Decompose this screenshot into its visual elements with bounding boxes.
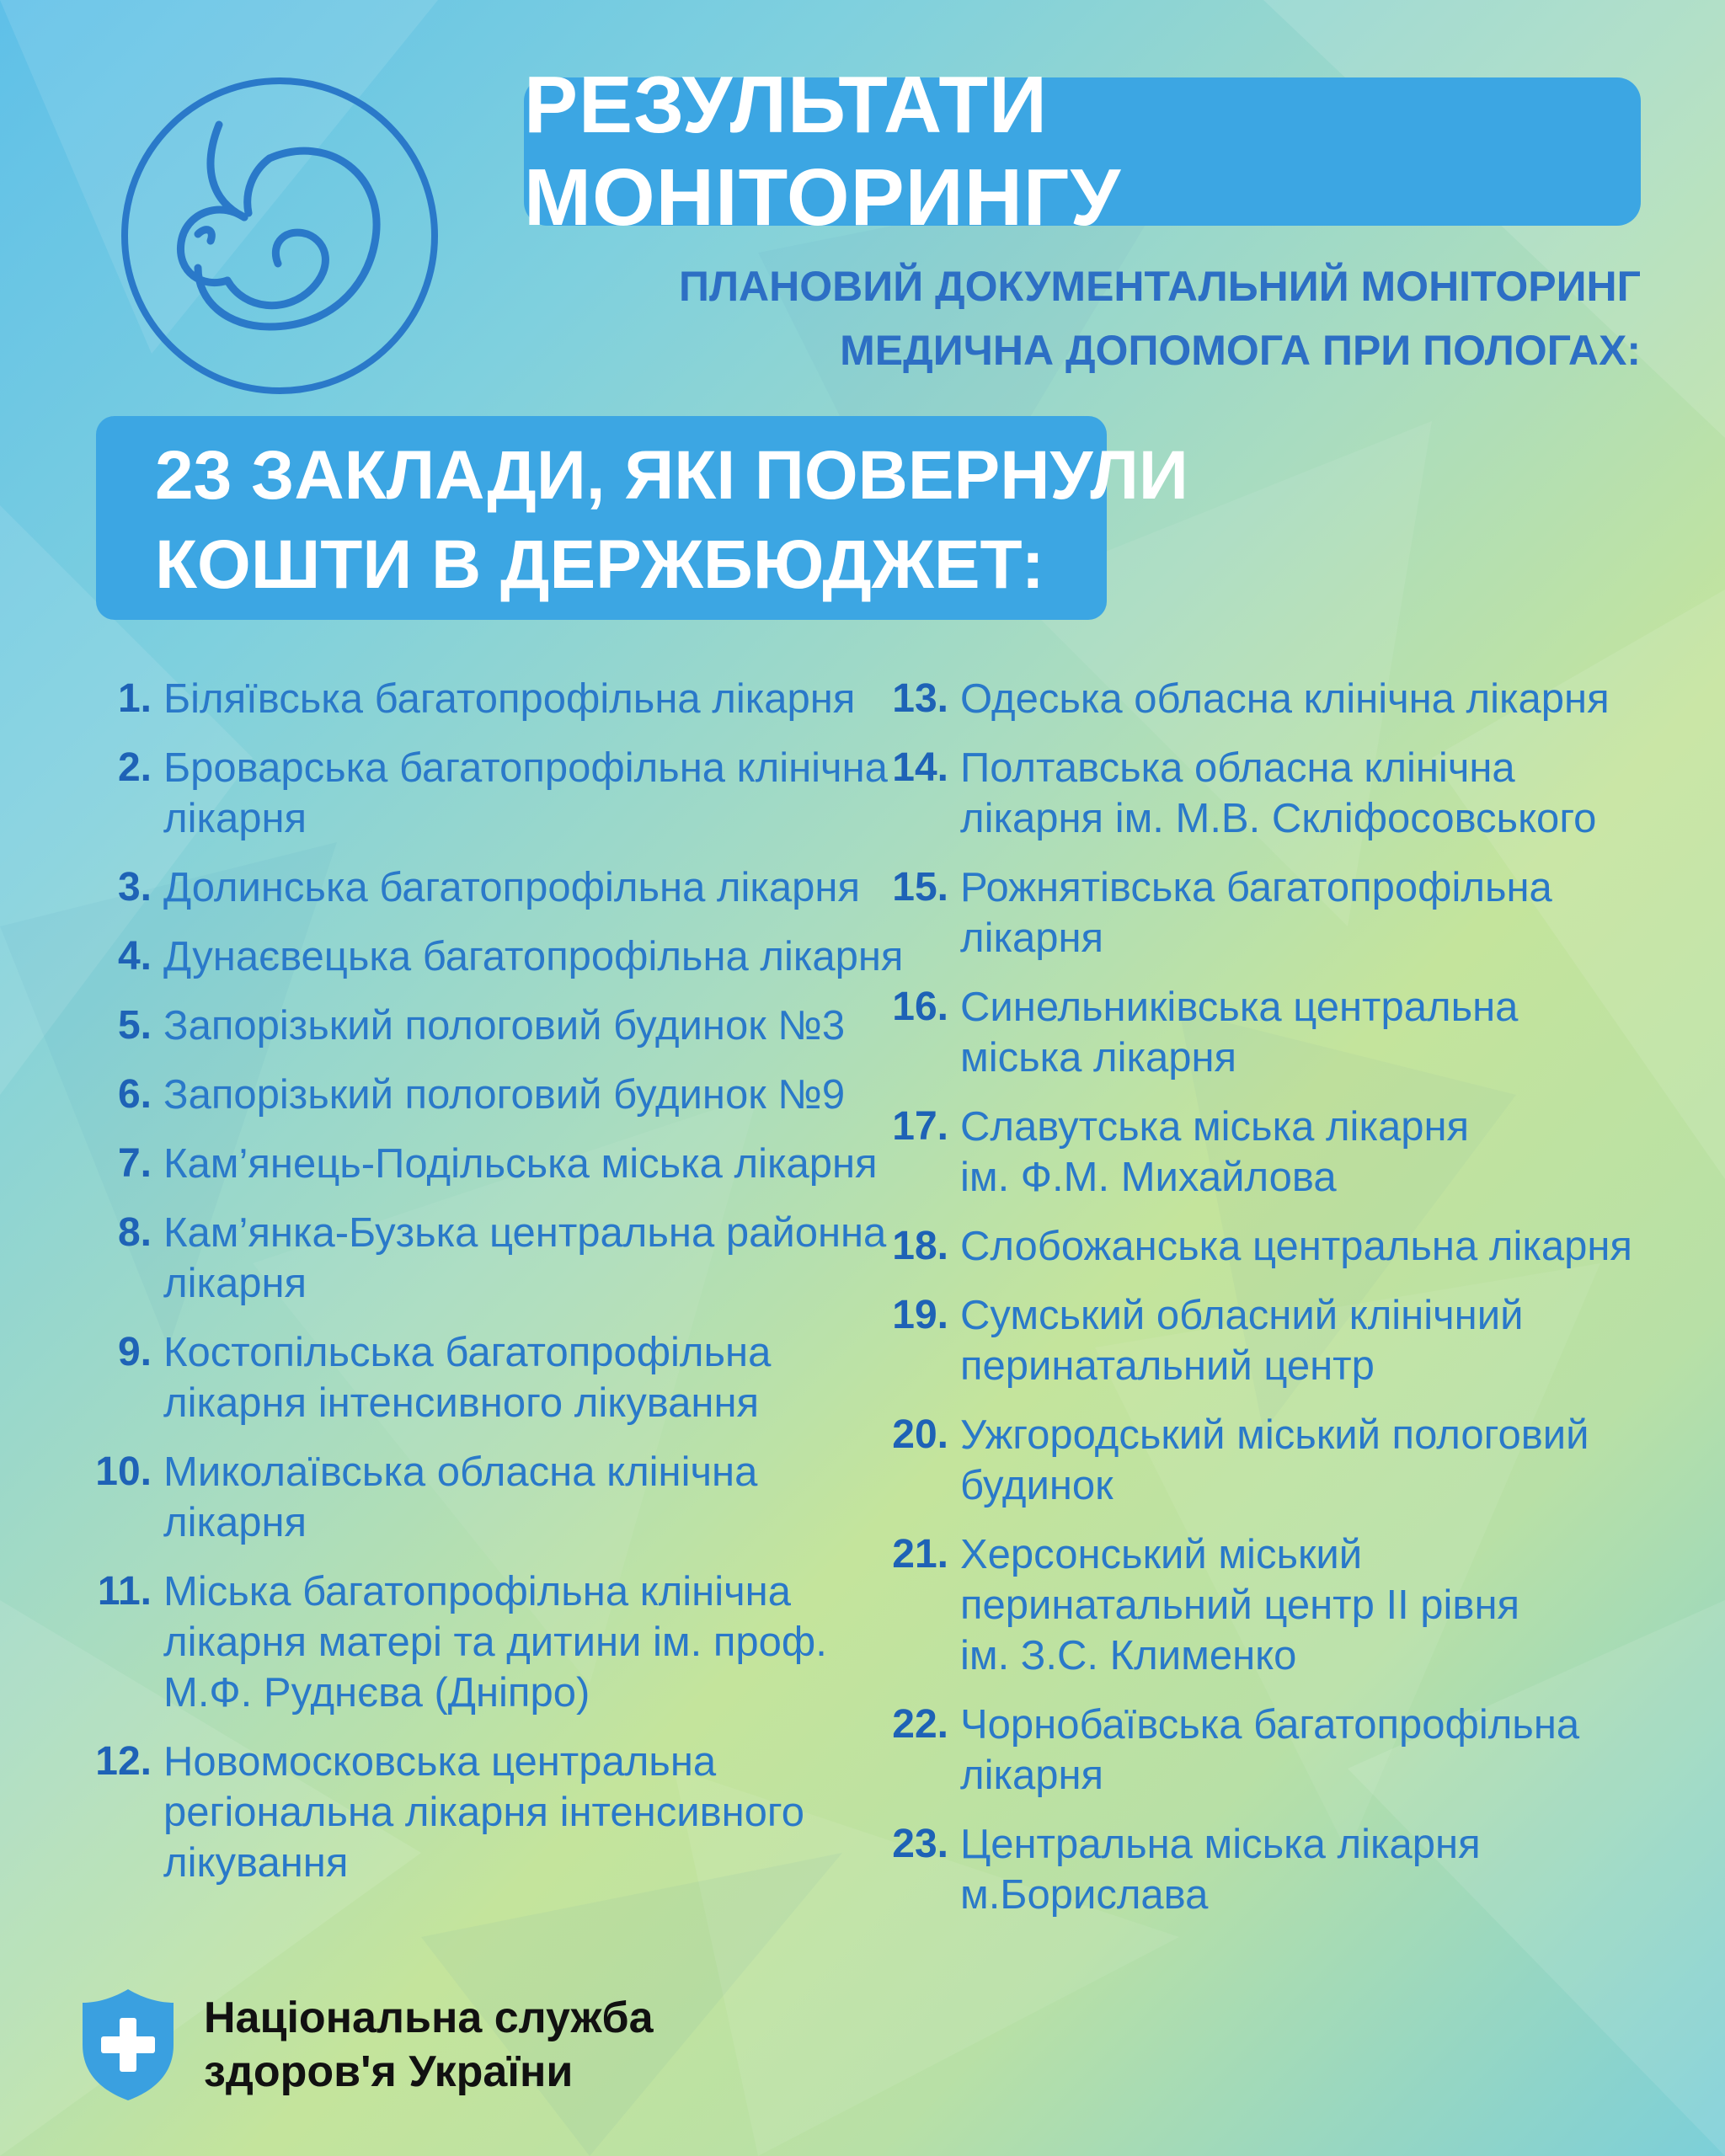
nszu-name <box>204 1991 653 2099</box>
list-item-text <box>960 1529 1690 1681</box>
list-item-line: Долинська багатопрофільна лікарня <box>163 865 861 910</box>
list-item <box>889 743 1690 844</box>
list-item-line: Новомосковська центральна <box>163 1739 717 1785</box>
list-item <box>889 1410 1690 1511</box>
list-item <box>93 1737 901 1888</box>
list-item-text <box>960 1290 1690 1391</box>
list-item <box>93 1566 901 1718</box>
list-item-line: Херсонський міський <box>960 1532 1363 1577</box>
list-item-line: Одеська обласна клінічна лікарня <box>960 676 1610 722</box>
list-item-number: 21. <box>892 1532 948 1577</box>
headline-line: КОШТИ В ДЕРЖБЮДЖЕТ: <box>155 526 1044 603</box>
list-item <box>889 862 1690 963</box>
list-item-number: 19. <box>892 1293 948 1337</box>
list-item-line: Броварська багатопрофільна клінічна <box>163 745 888 791</box>
list-item <box>93 931 904 982</box>
list-item <box>889 1819 1690 1920</box>
list-item-line: лікарня інтенсивного лікування <box>163 1380 760 1426</box>
list-item-number: 4. <box>117 934 152 979</box>
shield-cross-icon <box>77 1986 179 2104</box>
list-item-text <box>163 1566 901 1718</box>
list-item-text <box>960 674 1690 724</box>
list-item <box>889 1221 1690 1272</box>
list-item-line: регіональна лікарня інтенсивного <box>163 1790 804 1835</box>
list-item-number: 8. <box>117 1210 152 1255</box>
list-item-text <box>960 1819 1690 1920</box>
list-item-line: лікарня <box>163 796 307 841</box>
list-item-number: 15. <box>892 865 948 910</box>
list-item-number: 1. <box>117 676 152 721</box>
list-item-line: Запорізький пологовий будинок №3 <box>163 1003 846 1049</box>
list-item-text <box>163 1447 901 1548</box>
list-item-line: Рожнятівська багатопрофільна <box>960 865 1552 910</box>
list-item-text <box>163 743 901 844</box>
subtitle-line: МЕДИЧНА ДОПОМОГА ПРИ ПОЛОГАХ: <box>840 327 1641 374</box>
list-item-line: Костопільська багатопрофільна <box>163 1330 772 1375</box>
list-item <box>93 1208 901 1309</box>
list-item-text <box>960 1221 1690 1272</box>
fetus-in-circle-icon <box>118 74 441 398</box>
list-item-text <box>960 1700 1690 1801</box>
institution-list-right <box>889 674 1690 1939</box>
list-item-line: лікування <box>163 1840 349 1886</box>
list-item-line: Ужгородський міський пологовий <box>960 1412 1589 1458</box>
list-item-line: лікарня <box>960 915 1104 961</box>
list-item-line: м.Борислава <box>960 1872 1209 1918</box>
list-item-line: Славутська міська лікарня <box>960 1104 1470 1150</box>
list-item-line: Запорізький пологовий будинок №9 <box>163 1072 846 1118</box>
list-item <box>93 674 901 724</box>
list-item-line: Дунаєвецька багатопрофільна лікарня <box>163 934 904 979</box>
list-item-line: Полтавська обласна клінічна <box>960 745 1515 791</box>
headline-banner <box>96 416 1188 620</box>
subtitle-line: ПЛАНОВИЙ ДОКУМЕНТАЛЬНИЙ МОНІТОРИНГ <box>679 263 1641 310</box>
list-item-line: ім. З.С. Клименко <box>960 1633 1297 1678</box>
page-title: РЕЗУЛЬТАТИ МОНІТОРИНГУ <box>524 60 1122 243</box>
list-item-text <box>163 1737 901 1888</box>
list-item-text <box>960 982 1690 1083</box>
list-item-number: 3. <box>117 865 152 910</box>
list-item-line: лікарня ім. М.В. Скліфосовського <box>960 796 1597 841</box>
list-item <box>889 1102 1690 1203</box>
list-item-text <box>163 1327 901 1428</box>
list-item-number: 10. <box>95 1449 152 1494</box>
list-item-text <box>163 862 901 913</box>
list-item-number: 12. <box>95 1739 152 1784</box>
list-item <box>93 1447 901 1548</box>
list-item-text <box>163 1208 901 1309</box>
list-item <box>889 674 1690 724</box>
list-item <box>93 1327 901 1428</box>
headline-line: 23 ЗАКЛАДИ, ЯКІ ПОВЕРНУЛИ <box>155 437 1188 514</box>
list-item-text <box>960 1102 1690 1203</box>
list-item <box>93 862 901 913</box>
list-item-number: 7. <box>117 1141 152 1186</box>
list-item <box>889 982 1690 1083</box>
nszu-branding <box>77 1986 653 2104</box>
list-item-number: 16. <box>892 985 948 1029</box>
list-item-line: Кам’янець-Подільська міська лікарня <box>163 1141 878 1187</box>
list-item-line: Кам’янка-Бузька центральна районна <box>163 1210 887 1256</box>
list-item <box>889 1529 1690 1681</box>
list-item-number: 6. <box>117 1072 152 1117</box>
list-item-line: лікарня <box>163 1261 307 1306</box>
list-item-text <box>163 1001 901 1051</box>
list-item <box>93 1139 901 1189</box>
list-item-text <box>163 931 904 982</box>
list-item-number: 5. <box>117 1003 152 1048</box>
list-item-number: 2. <box>117 745 152 790</box>
list-item-number: 13. <box>892 676 948 721</box>
list-item-line: лікарня <box>960 1753 1104 1798</box>
institution-list-left <box>93 674 904 1907</box>
list-item <box>889 1290 1690 1391</box>
list-item <box>93 1001 901 1051</box>
list-item-number: 23. <box>892 1822 948 1866</box>
list-item-number: 22. <box>892 1702 948 1747</box>
list-item-text <box>163 1139 901 1189</box>
list-item-line: Миколаївська обласна клінічна <box>163 1449 758 1495</box>
title-banner <box>524 60 1641 243</box>
list-item-line: перинатальний центр ІІ рівня <box>960 1582 1520 1628</box>
nszu-name-line: Національна служба <box>204 1993 654 2042</box>
list-item-line: перинатальний центр <box>960 1343 1375 1389</box>
list-item-line: лікарня матері та дитини ім. проф. <box>163 1620 827 1665</box>
list-item-text <box>960 1410 1690 1511</box>
list-item-number: 17. <box>892 1104 948 1149</box>
list-item-text <box>960 862 1690 963</box>
list-item-text <box>163 674 901 724</box>
list-item-line: ім. Ф.М. Михайлова <box>960 1155 1337 1200</box>
list-item-number: 11. <box>97 1569 152 1614</box>
list-item-line: Сумський обласний клінічний <box>960 1293 1524 1338</box>
list-item-number: 20. <box>892 1412 948 1457</box>
list-item-text <box>163 1070 901 1120</box>
list-item-line: Міська багатопрофільна клінічна <box>163 1569 791 1614</box>
list-item-line: будинок <box>960 1463 1114 1508</box>
list-item <box>93 1070 901 1120</box>
list-item-number: 9. <box>117 1330 152 1374</box>
list-item-line: Синельниківська центральна <box>960 985 1519 1030</box>
list-item-number: 14. <box>892 745 948 790</box>
list-item <box>889 1700 1690 1801</box>
list-item-line: міська лікарня <box>960 1035 1237 1081</box>
list-item-text <box>960 743 1690 844</box>
nszu-name-line: здоров'я України <box>204 2047 574 2096</box>
list-item-line: Слобожанська центральна лікарня <box>960 1224 1632 1269</box>
list-item-line: М.Ф. Руднєва (Дніпро) <box>163 1670 590 1716</box>
list-item-line: лікарня <box>163 1500 307 1545</box>
list-item-line: Чорнобаївська багатопрофільна <box>960 1702 1580 1748</box>
list-item <box>93 743 901 844</box>
list-item-line: Біляївська багатопрофільна лікарня <box>163 676 856 722</box>
list-item-number: 18. <box>892 1224 948 1268</box>
subtitle <box>546 254 1641 382</box>
list-item-line: Центральна міська лікарня <box>960 1822 1481 1867</box>
